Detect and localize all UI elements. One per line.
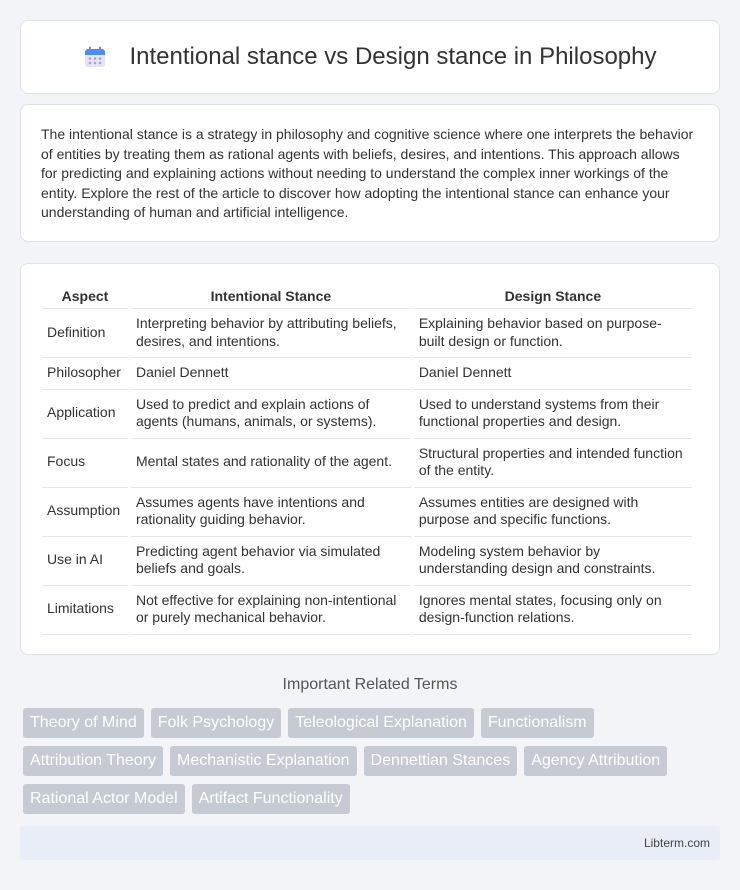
related-term-tag[interactable]: Theory of Mind	[23, 708, 144, 738]
related-term-tag[interactable]: Mechanistic Explanation	[170, 746, 357, 776]
row-intentional: Daniel Dennett	[131, 358, 411, 390]
intro-text: The intentional stance is a strategy in philosophy and cognitive science where one interprets the behavior of entities by treating them as rational agents with beliefs, desires, and intentions. This approach allows for predicting and explaining actions without needing to understand the complex inner workings of the entity. Explore the rest of the article to discover how adopting the intentional stance can enhance your understanding of human and artificial intelligence.	[41, 126, 694, 220]
table-row	[42, 586, 692, 635]
table-row	[42, 358, 692, 390]
header-card	[20, 20, 720, 94]
row-design: Explaining behavior based on purpose-built design or function.	[414, 309, 692, 358]
row-aspect: Limitations	[42, 586, 128, 635]
row-aspect: Definition	[42, 309, 128, 358]
row-intentional: Predicting agent behavior via simulated beliefs and goals.	[131, 537, 411, 586]
page-title: Intentional stance vs Design stance in Philosophy	[129, 43, 657, 70]
row-intentional: Interpreting behavior by attributing beliefs, desires, and intentions.	[131, 309, 411, 358]
related-term-tag[interactable]: Attribution Theory	[23, 746, 163, 776]
intro-card	[20, 104, 720, 242]
footer-brand-link[interactable]: Libterm.com	[643, 836, 710, 850]
related-term-tag[interactable]: Folk Psychology	[151, 708, 282, 738]
table-row	[42, 439, 692, 488]
row-aspect: Focus	[42, 439, 128, 488]
header-design: Design Stance	[414, 284, 692, 309]
related-terms-title: Important Related Terms	[282, 676, 458, 693]
row-design: Modeling system behavior by understanding design and constraints.	[414, 537, 692, 586]
related-term-tag[interactable]: Functionalism	[481, 708, 594, 738]
row-intentional: Used to predict and explain actions of agents (humans, animals, or systems).	[131, 390, 411, 439]
related-terms-list	[23, 708, 723, 814]
row-intentional: Not effective for explaining non-intentional or purely mechanical behavior.	[131, 586, 411, 635]
header-aspect: Aspect	[42, 284, 128, 309]
related-term-tag[interactable]: Rational Actor Model	[23, 784, 185, 814]
row-design: Daniel Dennett	[414, 358, 692, 390]
related-term-tag[interactable]: Dennettian Stances	[364, 746, 518, 776]
calendar-icon	[84, 46, 106, 68]
row-design: Structural properties and intended function of the entity.	[414, 439, 692, 488]
table-row	[42, 488, 692, 537]
comparison-table	[39, 284, 695, 635]
row-design: Ignores mental states, focusing only on design-function relations.	[414, 586, 692, 635]
row-design: Used to understand systems from their functional properties and design.	[414, 390, 692, 439]
row-intentional: Mental states and rationality of the agent.	[131, 439, 411, 488]
table-row	[42, 309, 692, 358]
header-intentional: Intentional Stance	[131, 284, 411, 309]
row-aspect: Application	[42, 390, 128, 439]
table-row	[42, 390, 692, 439]
row-aspect: Use in AI	[42, 537, 128, 586]
table-header-row	[42, 284, 692, 309]
row-aspect: Assumption	[42, 488, 128, 537]
row-design: Assumes entities are designed with purpose and specific functions.	[414, 488, 692, 537]
row-aspect: Philosopher	[42, 358, 128, 390]
related-term-tag[interactable]: Teleological Explanation	[288, 708, 474, 738]
related-term-tag[interactable]: Artifact Functionality	[192, 784, 350, 814]
footer	[20, 826, 720, 860]
related-term-tag[interactable]: Agency Attribution	[524, 746, 667, 776]
comparison-card	[20, 263, 720, 655]
table-row	[42, 537, 692, 586]
row-intentional: Assumes agents have intentions and rationality guiding behavior.	[131, 488, 411, 537]
